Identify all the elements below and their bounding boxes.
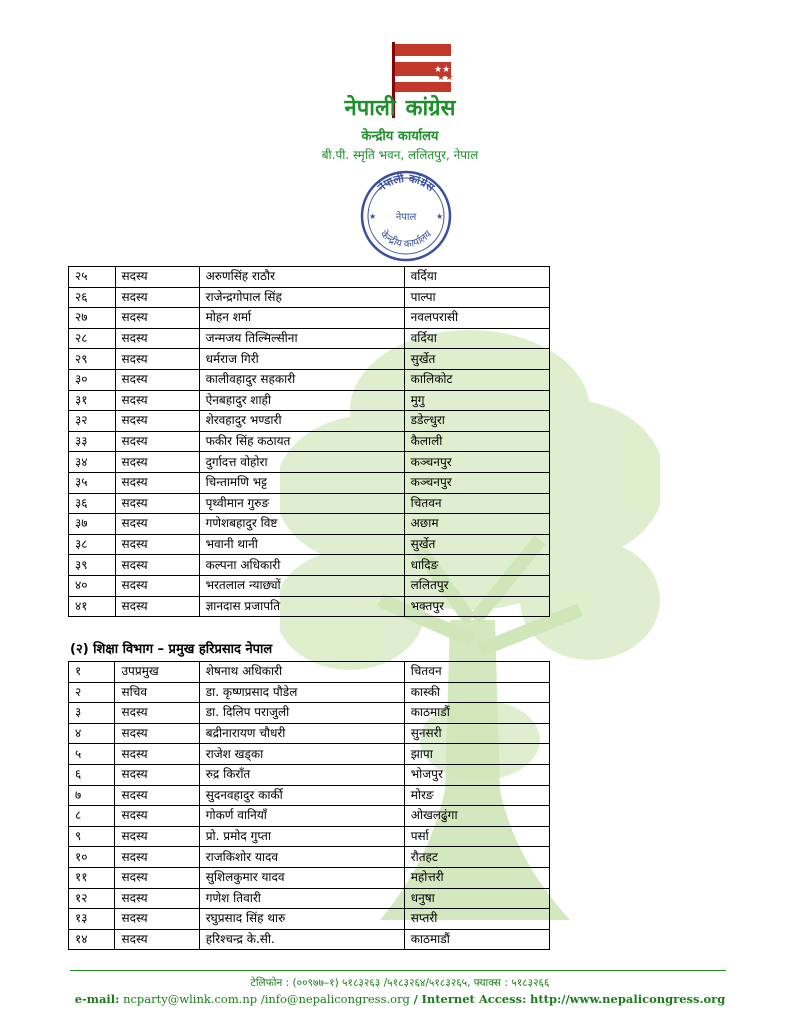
district-cell: कास्की — [404, 682, 549, 703]
member-name-cell: बद्रीनारायण चौधरी — [199, 723, 404, 744]
table-row — [69, 662, 550, 683]
member-name-cell: ज्ञानदास प्रजापति — [199, 596, 404, 617]
member-name-cell: कालीवहादुर सहकारी — [199, 369, 404, 390]
member-name-cell: राजेश खड्का — [199, 744, 404, 765]
district-cell: भोजपुर — [404, 764, 549, 785]
table-row — [69, 514, 550, 535]
member-name-cell: शेरवहादुर भण्डारी — [199, 411, 404, 432]
serial-number-cell: ९ — [69, 826, 115, 847]
table-row — [69, 806, 550, 827]
table-row — [69, 596, 550, 617]
email-label: e-mail: — [74, 992, 120, 1006]
serial-number-cell: ३० — [69, 369, 116, 390]
role-cell: सदस्य — [115, 328, 199, 349]
district-cell: कञ्चनपुर — [404, 452, 549, 473]
website-link[interactable]: http://www.nepalicongress.org — [529, 992, 726, 1006]
district-cell: धादिङ — [404, 555, 549, 576]
district-cell: पाल्पा — [404, 287, 549, 308]
table-row — [69, 328, 550, 349]
district-cell: काठमाडौं — [404, 703, 549, 724]
role-cell: सदस्य — [115, 596, 199, 617]
role-cell: सदस्य — [115, 369, 199, 390]
footer-separator: / — [413, 992, 418, 1006]
district-cell: कञ्चनपुर — [404, 472, 549, 493]
table-row — [69, 575, 550, 596]
serial-number-cell: ३८ — [69, 534, 116, 555]
member-name-cell: राजकिशोर यादव — [199, 847, 404, 868]
member-name-cell: रघुप्रसाद सिंह थारु — [199, 909, 404, 930]
serial-number-cell: ३७ — [69, 514, 116, 535]
role-cell: सदस्य — [115, 826, 199, 847]
member-name-cell: फकीर सिंह कठायत — [199, 431, 404, 452]
member-name-cell: रुद्र किराँत — [199, 764, 404, 785]
role-cell: सदस्य — [115, 411, 199, 432]
role-cell: सदस्य — [115, 867, 199, 888]
role-cell: सदस्य — [115, 703, 199, 724]
party-seal — [356, 166, 456, 262]
district-cell: वर्दिया — [404, 267, 549, 288]
members-table-1 — [68, 266, 550, 617]
district-cell: कालिकोट — [404, 369, 549, 390]
serial-number-cell: ४ — [69, 723, 115, 744]
role-cell: सचिव — [115, 682, 199, 703]
org-name-part1: नेपाली — [344, 96, 396, 121]
member-name-cell: प्रो. प्रमोद गुप्ता — [199, 826, 404, 847]
footer-divider — [70, 970, 726, 971]
member-name-cell: शेषनाथ अधिकारी — [199, 662, 404, 683]
svg-text:★★: ★★ — [434, 65, 451, 75]
table-row — [69, 534, 550, 555]
member-name-cell: हरिश्चन्द्र के.सी. — [199, 929, 404, 950]
district-cell: झापा — [404, 744, 549, 765]
role-cell: सदस्य — [115, 472, 199, 493]
serial-number-cell: ४० — [69, 575, 116, 596]
role-cell: सदस्य — [115, 493, 199, 514]
seal-star-icon: ★ — [436, 212, 444, 221]
district-cell: मुगु — [404, 390, 549, 411]
member-name-cell: सुशिलकुमार यादव — [199, 867, 404, 888]
district-cell: अछाम — [404, 514, 549, 535]
serial-number-cell: ७ — [69, 785, 115, 806]
role-cell: सदस्य — [115, 785, 199, 806]
role-cell: सदस्य — [115, 929, 199, 950]
serial-number-cell: ३३ — [69, 431, 116, 452]
district-cell: काठमाडौं — [404, 929, 549, 950]
member-name-cell: जन्मजय तिल्मिल्सीना — [199, 328, 404, 349]
district-cell: सप्तरी — [404, 909, 549, 930]
org-name-part2: कांग्रेस — [405, 96, 456, 121]
office-address: बी.पी. स्मृति भवन, ललितपुर, नेपाल — [321, 148, 479, 162]
role-cell: सदस्य — [115, 744, 199, 765]
member-name-cell: डा. कृष्णप्रसाद पौडेल — [199, 682, 404, 703]
table-row — [69, 452, 550, 473]
serial-number-cell: ४१ — [69, 596, 116, 617]
table-row — [69, 929, 550, 950]
district-cell: सुर्खेत — [404, 349, 549, 370]
role-cell: सदस्य — [115, 431, 199, 452]
table-row — [69, 785, 550, 806]
district-cell: भक्तपुर — [404, 596, 549, 617]
table-row — [69, 867, 550, 888]
table-row — [69, 723, 550, 744]
role-cell: सदस्य — [115, 806, 199, 827]
section-heading-education: (२) शिक्षा विभाग – प्रमुख हरिप्रसाद नेपाल — [70, 642, 273, 657]
district-cell: महोत्तरी — [404, 867, 549, 888]
district-cell: नवलपरासी — [404, 308, 549, 329]
role-cell: सदस्य — [115, 349, 199, 370]
serial-number-cell: २६ — [69, 287, 116, 308]
table-row — [69, 267, 550, 288]
table-row — [69, 909, 550, 930]
serial-number-cell: ५ — [69, 744, 115, 765]
table-row — [69, 308, 550, 329]
member-name-cell: दुर्गादत्त वोहोरा — [199, 452, 404, 473]
svg-text:केन्द्रीय कार्यालय — [378, 228, 434, 250]
table-row — [69, 390, 550, 411]
district-cell: पर्सा — [404, 826, 549, 847]
serial-number-cell: ३ — [69, 703, 115, 724]
office-title: केन्द्रीय कार्यालय — [361, 129, 439, 144]
org-name — [0, 92, 800, 122]
member-name-cell: कल्पना अधिकारी — [199, 555, 404, 576]
serial-number-cell: ३९ — [69, 555, 116, 576]
district-cell: कैलाली — [404, 431, 549, 452]
svg-text:नेपाली कांग्रेस — [374, 171, 438, 195]
seal-text-bottom: केन्द्रीय कार्यालय — [377, 228, 435, 251]
role-cell: सदस्य — [115, 452, 199, 473]
member-name-cell: पृथ्वीमान गुरुङ — [199, 493, 404, 514]
serial-number-cell: २५ — [69, 267, 116, 288]
role-cell: सदस्य — [115, 287, 199, 308]
serial-number-cell: १३ — [69, 909, 115, 930]
serial-number-cell: ३१ — [69, 390, 116, 411]
district-cell: चितवन — [404, 493, 549, 514]
member-name-cell: डा. दिलिप पराजुली — [199, 703, 404, 724]
serial-number-cell: २ — [69, 682, 115, 703]
table-row — [69, 703, 550, 724]
table-row — [69, 555, 550, 576]
serial-number-cell: ११ — [69, 867, 115, 888]
serial-number-cell: ३६ — [69, 493, 116, 514]
member-name-cell: चिन्तामणि भट्ट — [199, 472, 404, 493]
table-row — [69, 888, 550, 909]
table-row — [69, 287, 550, 308]
table-row — [69, 826, 550, 847]
member-name-cell: अरुणसिंह राठौर — [199, 267, 404, 288]
letterhead — [0, 30, 800, 270]
member-name-cell: गोकर्ण वानियाँ — [199, 806, 404, 827]
member-name-cell: सुदनवहादुर कार्की — [199, 785, 404, 806]
table-row — [69, 472, 550, 493]
member-name-cell: भरतलाल न्याछ्यों — [199, 575, 404, 596]
seal-text-center: नेपाल — [395, 212, 417, 223]
role-cell: उपप्रमुख — [115, 662, 199, 683]
district-cell: धनुषा — [404, 888, 549, 909]
member-name-cell: ऐनबहादुर शाही — [199, 390, 404, 411]
table-row — [69, 682, 550, 703]
member-name-cell: धर्मराज गिरी — [199, 349, 404, 370]
seal-text-top: नेपाली कांग्रेस — [375, 171, 437, 195]
serial-number-cell: १४ — [69, 929, 115, 950]
role-cell: सदस्य — [115, 764, 199, 785]
role-cell: सदस्य — [115, 575, 199, 596]
table-row — [69, 369, 550, 390]
svg-text:★★: ★★ — [437, 73, 454, 83]
role-cell: सदस्य — [115, 723, 199, 744]
email-value[interactable]: ncparty@wlink.com.np /info@nepalicongress.org — [123, 992, 410, 1006]
table-row — [69, 744, 550, 765]
table-row — [69, 764, 550, 785]
role-cell: सदस्य — [115, 390, 199, 411]
member-name-cell: राजेन्द्रगोपाल सिंह — [199, 287, 404, 308]
role-cell: सदस्य — [115, 909, 199, 930]
serial-number-cell: २९ — [69, 349, 116, 370]
member-name-cell: भवानी थानी — [199, 534, 404, 555]
table-row — [69, 493, 550, 514]
role-cell: सदस्य — [115, 888, 199, 909]
district-cell: मोरङ — [404, 785, 549, 806]
serial-number-cell: ३४ — [69, 452, 116, 473]
table-row — [69, 411, 550, 432]
serial-number-cell: ३२ — [69, 411, 116, 432]
district-cell: रौतहट — [404, 847, 549, 868]
table-row — [69, 431, 550, 452]
serial-number-cell: ८ — [69, 806, 115, 827]
role-cell: सदस्य — [115, 847, 199, 868]
internet-label: Internet Access: — [421, 992, 527, 1006]
member-name-cell: मोहन शर्मा — [199, 308, 404, 329]
members-table-2 — [68, 661, 550, 950]
role-cell: सदस्य — [115, 555, 199, 576]
district-cell: ओखलढुंगा — [404, 806, 549, 827]
member-name-cell: गणेश तिवारी — [199, 888, 404, 909]
district-cell: वर्दिया — [404, 328, 549, 349]
serial-number-cell: २७ — [69, 308, 116, 329]
table-row — [69, 847, 550, 868]
serial-number-cell: १० — [69, 847, 115, 868]
district-cell: सुर्खेत — [404, 534, 549, 555]
serial-number-cell: ६ — [69, 764, 115, 785]
table-row — [69, 349, 550, 370]
footer-phone: टेलिफोन : (००९७७–१) ५१८३२६३ /५१८३२६४/५१८३२६५, फ्याक्स : ५१८३२६६ — [250, 977, 550, 989]
district-cell: ललितपुर — [404, 575, 549, 596]
serial-number-cell: १२ — [69, 888, 115, 909]
seal-star-icon: ★ — [369, 212, 377, 221]
role-cell: सदस्य — [115, 308, 199, 329]
district-cell: सुनसरी — [404, 723, 549, 744]
role-cell: सदस्य — [115, 514, 199, 535]
role-cell: सदस्य — [115, 267, 199, 288]
district-cell: डडेल्धुरा — [404, 411, 549, 432]
serial-number-cell: ३५ — [69, 472, 116, 493]
role-cell: सदस्य — [115, 534, 199, 555]
member-name-cell: गणेशबहादुर विष्ट — [199, 514, 404, 535]
serial-number-cell: २८ — [69, 328, 116, 349]
serial-number-cell: १ — [69, 662, 115, 683]
footer-contact — [0, 992, 800, 1006]
district-cell: चितवन — [404, 662, 549, 683]
